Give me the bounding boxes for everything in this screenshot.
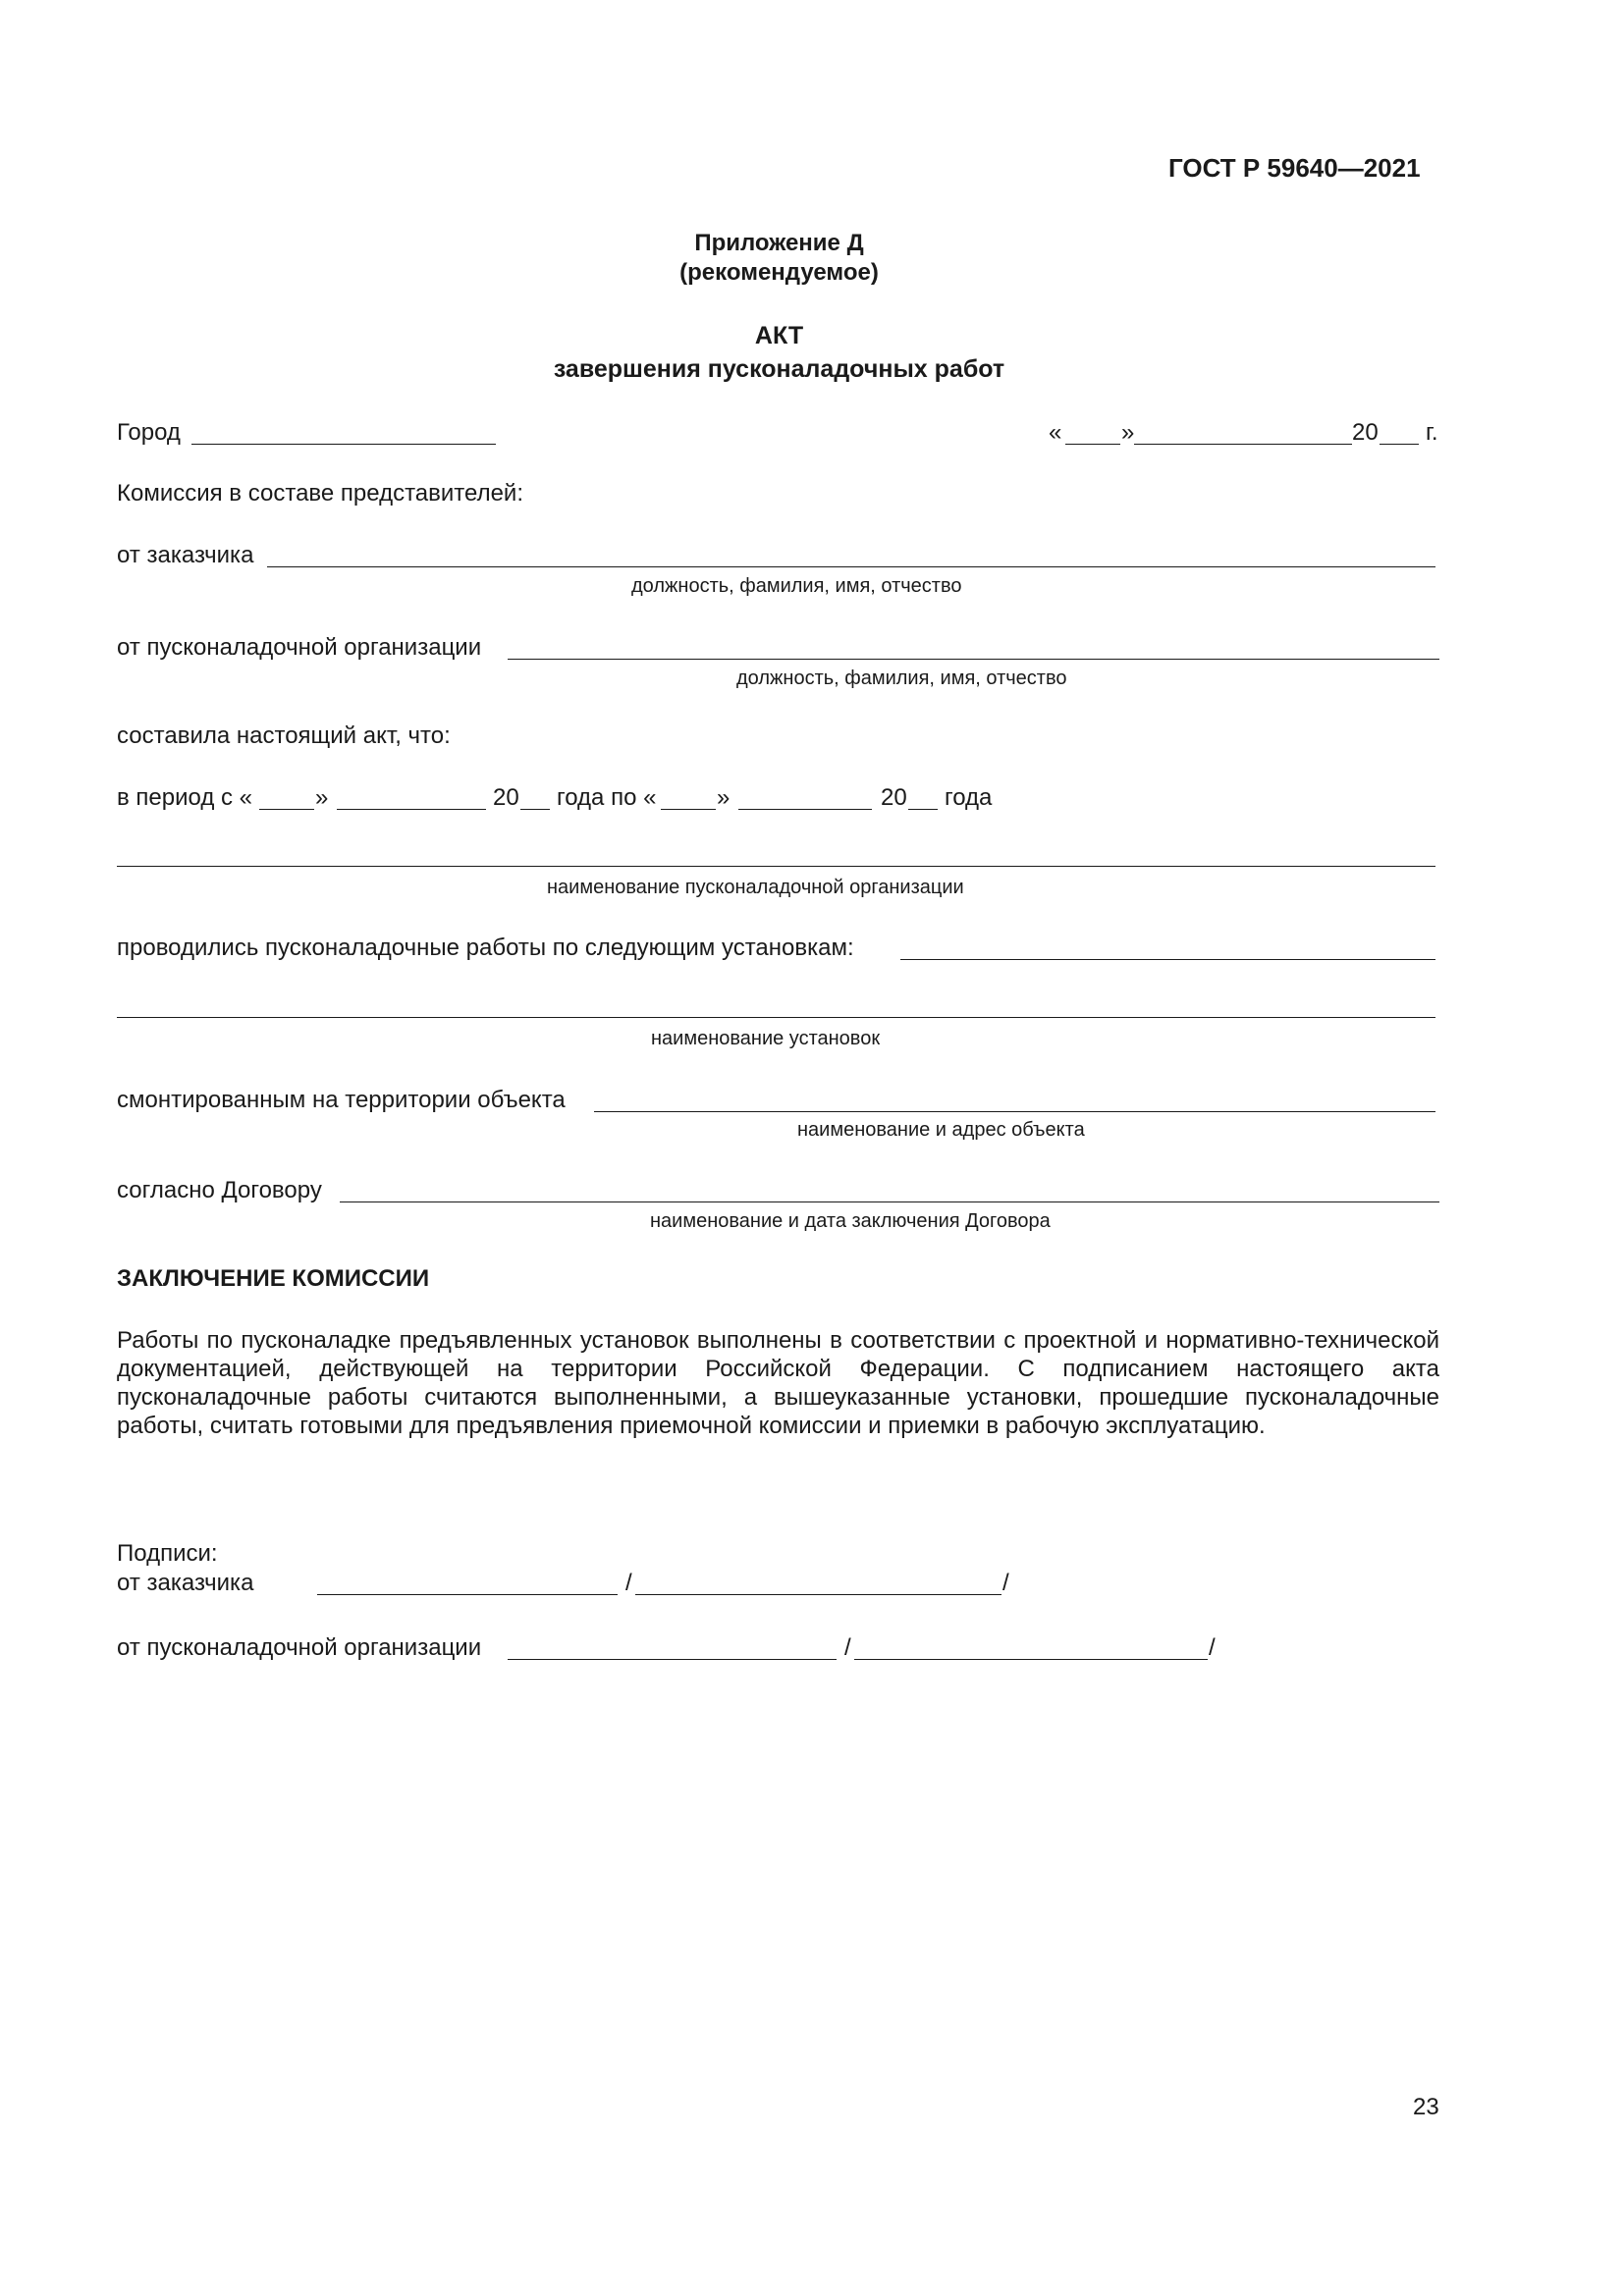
installations-caption: наименование установок [651, 1028, 881, 1049]
customer-caption: должность, фамилия, имя, отчество [631, 575, 962, 597]
org-name-field[interactable] [117, 834, 1435, 868]
contract-underline [340, 1201, 1439, 1202]
period-quote-close: » [315, 784, 329, 811]
object-underline [594, 1111, 1435, 1112]
object-field[interactable] [594, 1080, 1435, 1113]
appendix-title: Приложение Д [694, 230, 864, 256]
period-quote-close-2: » [717, 784, 731, 811]
period-to-label: года по « [557, 784, 657, 811]
conclusion-text: Работы по пусконаладке предъявленных установок выполнены в соответствии с проектной и нормативно-технической документацией, действующей на территории Российской Федерации. С подписанием настоящего акта пусконаладочные работы считаются выполненными, а вышеуказанные установки, прошедшие пусконаладочные работы, считать готовыми для предъявления приемочной комиссии и приемки в рабочую эксплуатацию. [117, 1327, 1439, 1439]
act-subtitle: завершения пусконаладочных работ [553, 355, 1005, 383]
date-day-underline [1065, 444, 1120, 445]
commission-label: Комиссия в составе представителей: [117, 480, 523, 507]
period-to-year-underline [908, 809, 938, 810]
period-year-word: года [945, 784, 993, 811]
installations-field-2[interactable] [117, 986, 1435, 1019]
commissioning-org-field[interactable] [508, 627, 1439, 661]
page-number: 23 [1413, 2094, 1439, 2120]
customer-label: от заказчика [117, 542, 254, 568]
contract-label: согласно Договору [117, 1177, 322, 1203]
composed-label: составила настоящий акт, что: [117, 722, 451, 749]
sign-customer-name-underline [635, 1594, 1001, 1595]
period-to-year-field[interactable] [908, 777, 938, 811]
period-from-year-field[interactable] [520, 777, 550, 811]
sign-org-name-underline [854, 1659, 1208, 1660]
date-year-underline [1380, 444, 1419, 445]
installations-field[interactable] [900, 928, 1435, 961]
period-from-day-underline [259, 809, 314, 810]
customer-underline [267, 566, 1435, 567]
date-month-underline [1134, 444, 1352, 445]
conclusion-heading: ЗАКЛЮЧЕНИЕ КОМИССИИ [117, 1265, 430, 1292]
period-from-month-underline [337, 809, 486, 810]
installations-underline-2 [117, 1017, 1435, 1018]
object-caption: наименование и адрес объекта [797, 1119, 1085, 1141]
period-to-month-field[interactable] [738, 777, 872, 811]
mounted-label: смонтированным на территории объекта [117, 1087, 566, 1113]
installations-label: проводились пусконаладочные работы по следующим установкам: [117, 934, 854, 961]
sign-customer-signature-underline [317, 1594, 618, 1595]
commissioning-org-label: от пусконаладочной организации [117, 634, 482, 661]
period-to-day-underline [661, 809, 716, 810]
date-year-prefix: 20 [1352, 419, 1379, 446]
period-to-month-underline [738, 809, 872, 810]
customer-field[interactable] [267, 535, 1435, 568]
sign-customer-name-field[interactable] [635, 1563, 1001, 1596]
period-from-year-underline [520, 809, 550, 810]
sign-org-label: от пусконаладочной организации [117, 1634, 482, 1661]
date-close-quote: » [1121, 419, 1135, 446]
city-field[interactable] [191, 412, 496, 446]
installations-underline [900, 959, 1435, 960]
date-year-field[interactable] [1380, 412, 1419, 446]
org-name-underline [117, 866, 1435, 867]
date-year-suffix: г. [1426, 419, 1438, 446]
sign-org-signature-field[interactable] [508, 1628, 837, 1661]
period-from-month-field[interactable] [337, 777, 486, 811]
period-year-1: 20 [493, 784, 519, 811]
sign-customer-signature-field[interactable] [317, 1563, 618, 1596]
sign-org-name-field[interactable] [854, 1628, 1208, 1661]
date-open-quote: « [1049, 419, 1062, 446]
sign-org-separator: / [844, 1634, 851, 1661]
sign-org-separator-end: / [1209, 1634, 1216, 1661]
period-to-day-field[interactable] [661, 777, 716, 811]
sign-customer-separator: / [625, 1570, 632, 1596]
sign-org-signature-underline [508, 1659, 837, 1660]
date-month-field[interactable] [1134, 412, 1352, 446]
contract-field[interactable] [340, 1170, 1439, 1203]
appendix-kind: (рекомендуемое) [679, 259, 879, 286]
commissioning-org-underline [508, 659, 1439, 660]
standard-code: ГОСТ Р 59640—2021 [1168, 153, 1421, 183]
date-day-field[interactable] [1065, 412, 1120, 446]
org-name-caption: наименование пусконаладочной организации [547, 877, 964, 898]
period-year-2: 20 [881, 784, 907, 811]
period-from-day-field[interactable] [259, 777, 314, 811]
contract-caption: наименование и дата заключения Договора [650, 1210, 1051, 1232]
period-from-label: в период с « [117, 784, 253, 811]
signatures-label: Подписи: [117, 1540, 218, 1567]
sign-customer-separator-end: / [1002, 1570, 1009, 1596]
act-title: АКТ [754, 322, 804, 349]
sign-customer-label: от заказчика [117, 1570, 254, 1596]
city-label: Город [117, 419, 181, 446]
city-underline [191, 444, 496, 445]
commissioning-org-caption: должность, фамилия, имя, отчество [736, 667, 1067, 689]
